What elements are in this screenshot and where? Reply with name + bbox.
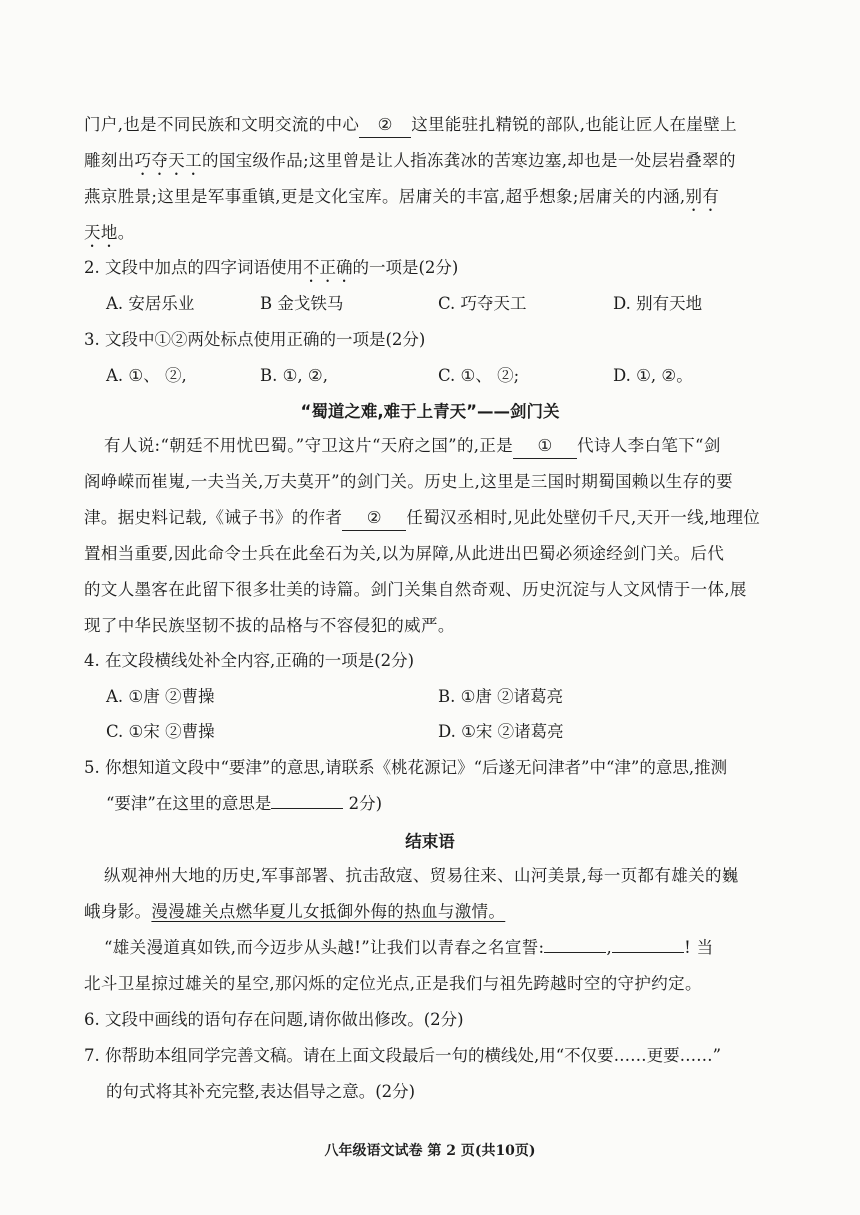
- blank-2: [359, 113, 411, 138]
- passage1-line2: [84, 149, 736, 179]
- dotted-word: 不正确: [303, 258, 353, 277]
- passage2-line3: [84, 506, 760, 531]
- dotted-word: 别有: [685, 187, 720, 206]
- text: 的国宝级作品;这里曾是让人指冻龚冰的苦寒边塞,却也是一处层岩叠翠的: [201, 151, 736, 170]
- question-4-stem: 4. 在文段横线处补全内容,正确的一项是(2分): [84, 651, 415, 670]
- q3-option-d[interactable]: D. ①, ②。: [613, 366, 693, 385]
- passage2-line6: 现了中华民族坚韧不拔的品格与不容侵犯的威严。: [84, 616, 455, 635]
- passage3-line2: [84, 900, 505, 924]
- question-7-line1: 7. 你帮助本组同学完善文稿。请在上面文段最后一句的横线处,用“不仅要……更要……”: [84, 1046, 722, 1065]
- q4-option-d[interactable]: D. ①宋 ②诸葛亮: [438, 722, 564, 741]
- text: 雕刻出: [84, 151, 135, 170]
- text: 。: [117, 223, 135, 242]
- pledge-blank-2[interactable]: [612, 952, 684, 953]
- q2-option-d[interactable]: D. 别有天地: [613, 294, 703, 313]
- blank-label: ②: [377, 115, 393, 134]
- passage2-line2: 阁峥嵘而崔嵬,一夫当关,万夫莫开”的剑门关。历史上,这里是三国时期蜀国赖以生存的要: [84, 472, 734, 491]
- text: “要津”在这里的意思是: [106, 794, 272, 813]
- question-5-line1: 5. 你想知道文段中“要津”的意思,请联系《桃花源记》“后遂无问津者”中“津”的意思,推测: [84, 758, 728, 777]
- section-title-conclusion: 结束语: [405, 832, 455, 851]
- passage2-line5: 的文人墨客在此留下很多壮美的诗篇。剑门关集自然奇观、历史沉淀与人文风情于一体,展: [84, 580, 747, 599]
- passage3-line3: [104, 936, 714, 960]
- passage2-line4: 置相当重要,因此命令士兵在此垒石为关,以为屏障,从此进出巴蜀必须途经剑门关。后代: [84, 544, 725, 563]
- passage1-line3: [84, 185, 719, 215]
- question-3-stem: 3. 文段中①②两处标点使用正确的一项是(2分): [84, 330, 426, 349]
- page-footer: 八年级语文试卷 第 2 页(共10页): [324, 1143, 536, 1159]
- text: 2分): [343, 794, 383, 813]
- passage3-line1: 纵观神州大地的历史,军事部署、抗击敌寇、贸易往来、山河美景,每一页都有雄关的巍: [104, 866, 739, 885]
- question-5-line2: [106, 792, 382, 816]
- text: 任蜀汉丞相时,见此处壁仞千尺,天开一线,地理位: [406, 508, 761, 527]
- q2-option-a[interactable]: A. 安居乐业: [106, 294, 195, 313]
- q4-option-a[interactable]: A. ①唐 ②曹操: [106, 687, 215, 706]
- q2-option-b[interactable]: B 金戈铁马: [260, 294, 344, 313]
- blank-label: ②: [366, 508, 382, 527]
- text: 津。据史料记载,《诫子书》的作者: [84, 508, 343, 527]
- text: ! 当: [684, 938, 714, 957]
- text: ,: [606, 938, 613, 957]
- passage2-line1: [104, 434, 721, 459]
- underlined-sentence: 漫漫雄关点燃华夏儿女抵御外侮的热血与激情。: [151, 902, 506, 921]
- q3-option-a[interactable]: A. ①、 ②,: [106, 366, 187, 385]
- section-title-jianmen: “蜀道之难,难于上青天”——剑门关: [300, 402, 560, 421]
- text: 这里能驻扎精锐的部队,也能让匠人在崖壁上: [411, 115, 737, 134]
- question-6-stem: 6. 文段中画线的语句存在问题,请你做出修改。(2分): [84, 1010, 464, 1029]
- question-7-line2: 的句式将其补充完整,表达倡导之意。(2分): [106, 1082, 416, 1101]
- q3-option-b[interactable]: B. ①, ②,: [260, 366, 328, 385]
- dotted-word: 天地: [84, 223, 118, 242]
- question-2-stem: [84, 256, 458, 286]
- text: 有人说:“朝廷不用忧巴蜀。”守卫这片“天府之国”的,正是: [104, 436, 514, 455]
- passage1-line1: [84, 113, 737, 138]
- pledge-blank-1[interactable]: [544, 952, 606, 953]
- blank-label: ①: [537, 436, 553, 455]
- text: 代诗人李白笔下“剑: [577, 436, 721, 455]
- text: “雄关漫道真如铁,而今迈步从头越!”让我们以青春之名宣誓:: [104, 938, 545, 957]
- passage3-line4: 北斗卫星掠过雄关的星空,那闪烁的定位光点,正是我们与祖先跨越时空的守护约定。: [84, 974, 702, 993]
- text: 燕京胜景;这里是军事重镇,更是文化宝库。居庸关的丰富,超乎想象;居庸关的内涵,: [84, 187, 686, 206]
- blank-1: [513, 434, 577, 459]
- q4-option-c[interactable]: C. ①宋 ②曹操: [106, 722, 215, 741]
- text: 峨身影。: [84, 902, 152, 921]
- text: 门户,也是不同民族和文明交流的中心: [84, 115, 360, 134]
- dotted-word: 巧夺天工: [134, 151, 202, 170]
- q4-option-b[interactable]: B. ①唐 ②诸葛亮: [438, 687, 564, 706]
- blank-2: [342, 506, 406, 531]
- text: 2. 文段中加点的四字词语使用: [84, 258, 303, 277]
- text: 的一项是(2分): [352, 258, 459, 277]
- passage1-line4: [84, 221, 135, 251]
- q2-option-c[interactable]: C. 巧夺天工: [438, 294, 527, 313]
- answer-blank[interactable]: [271, 808, 343, 809]
- q3-option-c[interactable]: C. ①、 ②;: [438, 366, 520, 385]
